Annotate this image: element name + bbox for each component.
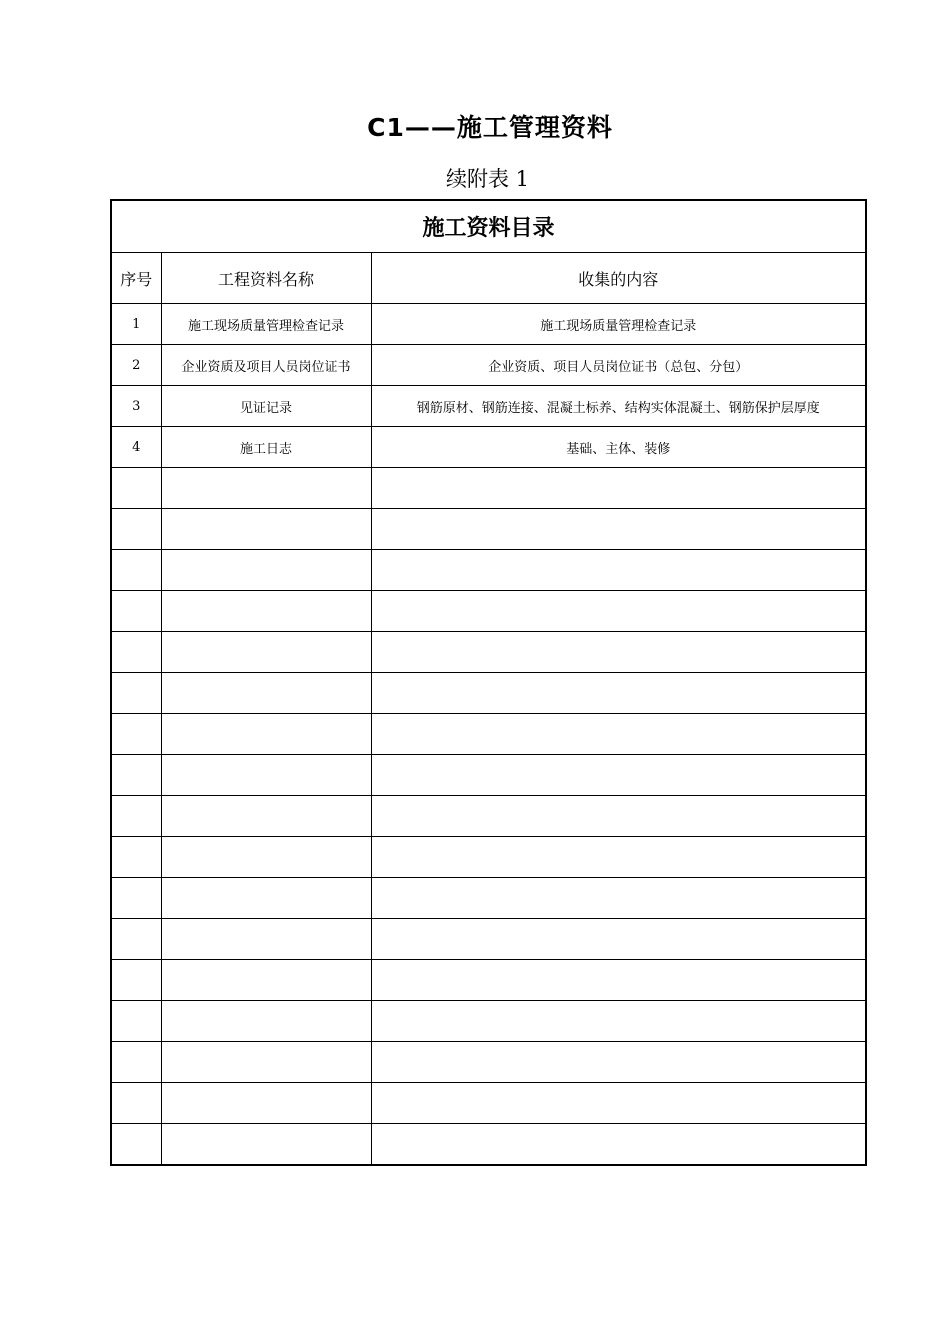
row-name-cell (161, 796, 371, 837)
table-title: 施工资料目录 (111, 200, 866, 253)
row-name-cell: 企业资质及项目人员岗位证书 (161, 345, 371, 386)
row-seq-cell (111, 1001, 161, 1042)
row-seq-cell (111, 468, 161, 509)
table-row (111, 1042, 866, 1083)
row-name-cell (161, 919, 371, 960)
table-row (111, 796, 866, 837)
row-name-cell: 见证记录 (161, 386, 371, 427)
row-name-cell (161, 960, 371, 1001)
table-row (111, 386, 866, 427)
row-name-cell (161, 632, 371, 673)
row-seq-cell: 4 (111, 427, 161, 468)
row-content-cell (371, 1001, 866, 1042)
row-name-cell (161, 878, 371, 919)
row-content-cell (371, 591, 866, 632)
document-title: C1——施工管理资料 (367, 113, 613, 142)
row-name-cell (161, 1124, 371, 1166)
row-content-cell (371, 837, 866, 878)
table-row (111, 673, 866, 714)
catalog-table (110, 199, 867, 1166)
row-content-cell (371, 632, 866, 673)
row-seq-cell (111, 1083, 161, 1124)
table-header-row (111, 253, 866, 304)
table-row (111, 1124, 866, 1166)
table-body (111, 304, 866, 1166)
row-seq-cell (111, 960, 161, 1001)
row-seq-cell (111, 1124, 161, 1166)
table-row (111, 468, 866, 509)
table-row (111, 304, 866, 345)
table-row (111, 427, 866, 468)
table-row (111, 345, 866, 386)
table-row (111, 919, 866, 960)
row-name-cell (161, 591, 371, 632)
row-name-cell (161, 550, 371, 591)
row-content-cell: 基础、主体、装修 (371, 427, 866, 468)
row-content-cell (371, 755, 866, 796)
row-seq-cell (111, 1042, 161, 1083)
header-seq: 序号 (111, 253, 161, 304)
row-name-cell (161, 1083, 371, 1124)
row-content-cell (371, 919, 866, 960)
table-row (111, 591, 866, 632)
table-row (111, 632, 866, 673)
row-seq-cell (111, 509, 161, 550)
row-seq-cell: 1 (111, 304, 161, 345)
row-name-cell (161, 714, 371, 755)
row-name-cell (161, 468, 371, 509)
row-content-cell: 钢筋原材、钢筋连接、混凝土标养、结构实体混凝土、钢筋保护层厚度 (371, 386, 866, 427)
row-content-cell (371, 673, 866, 714)
table-row (111, 714, 866, 755)
row-seq-cell (111, 919, 161, 960)
row-seq-cell (111, 550, 161, 591)
document-subtitle: 续附表 1 (445, 167, 530, 191)
row-seq-cell (111, 632, 161, 673)
row-name-cell (161, 1042, 371, 1083)
table-row (111, 878, 866, 919)
row-name-cell (161, 755, 371, 796)
row-name-cell (161, 1001, 371, 1042)
row-seq-cell (111, 714, 161, 755)
row-content-cell (371, 1124, 866, 1166)
table-row (111, 960, 866, 1001)
row-seq-cell (111, 673, 161, 714)
row-content-cell (371, 878, 866, 919)
header-name: 工程资料名称 (161, 253, 371, 304)
row-content-cell: 施工现场质量管理检查记录 (371, 304, 866, 345)
row-content-cell (371, 550, 866, 591)
row-content-cell (371, 1083, 866, 1124)
row-content-cell (371, 796, 866, 837)
row-content-cell (371, 468, 866, 509)
row-name-cell: 施工日志 (161, 427, 371, 468)
row-seq-cell (111, 878, 161, 919)
row-seq-cell (111, 591, 161, 632)
row-seq-cell: 3 (111, 386, 161, 427)
row-name-cell (161, 509, 371, 550)
row-content-cell (371, 714, 866, 755)
row-content-cell (371, 509, 866, 550)
row-seq-cell: 2 (111, 345, 161, 386)
row-name-cell (161, 673, 371, 714)
row-content-cell (371, 1042, 866, 1083)
row-seq-cell (111, 837, 161, 878)
row-seq-cell (111, 796, 161, 837)
row-content-cell (371, 960, 866, 1001)
row-seq-cell (111, 755, 161, 796)
table-row (111, 509, 866, 550)
table-title-row (111, 200, 866, 253)
table-row (111, 550, 866, 591)
table-row (111, 1001, 866, 1042)
table-row (111, 755, 866, 796)
table-row (111, 1083, 866, 1124)
row-name-cell (161, 837, 371, 878)
header-content: 收集的内容 (371, 253, 866, 304)
row-name-cell: 施工现场质量管理检查记录 (161, 304, 371, 345)
row-content-cell: 企业资质、项目人员岗位证书（总包、分包） (371, 345, 866, 386)
table-row (111, 837, 866, 878)
